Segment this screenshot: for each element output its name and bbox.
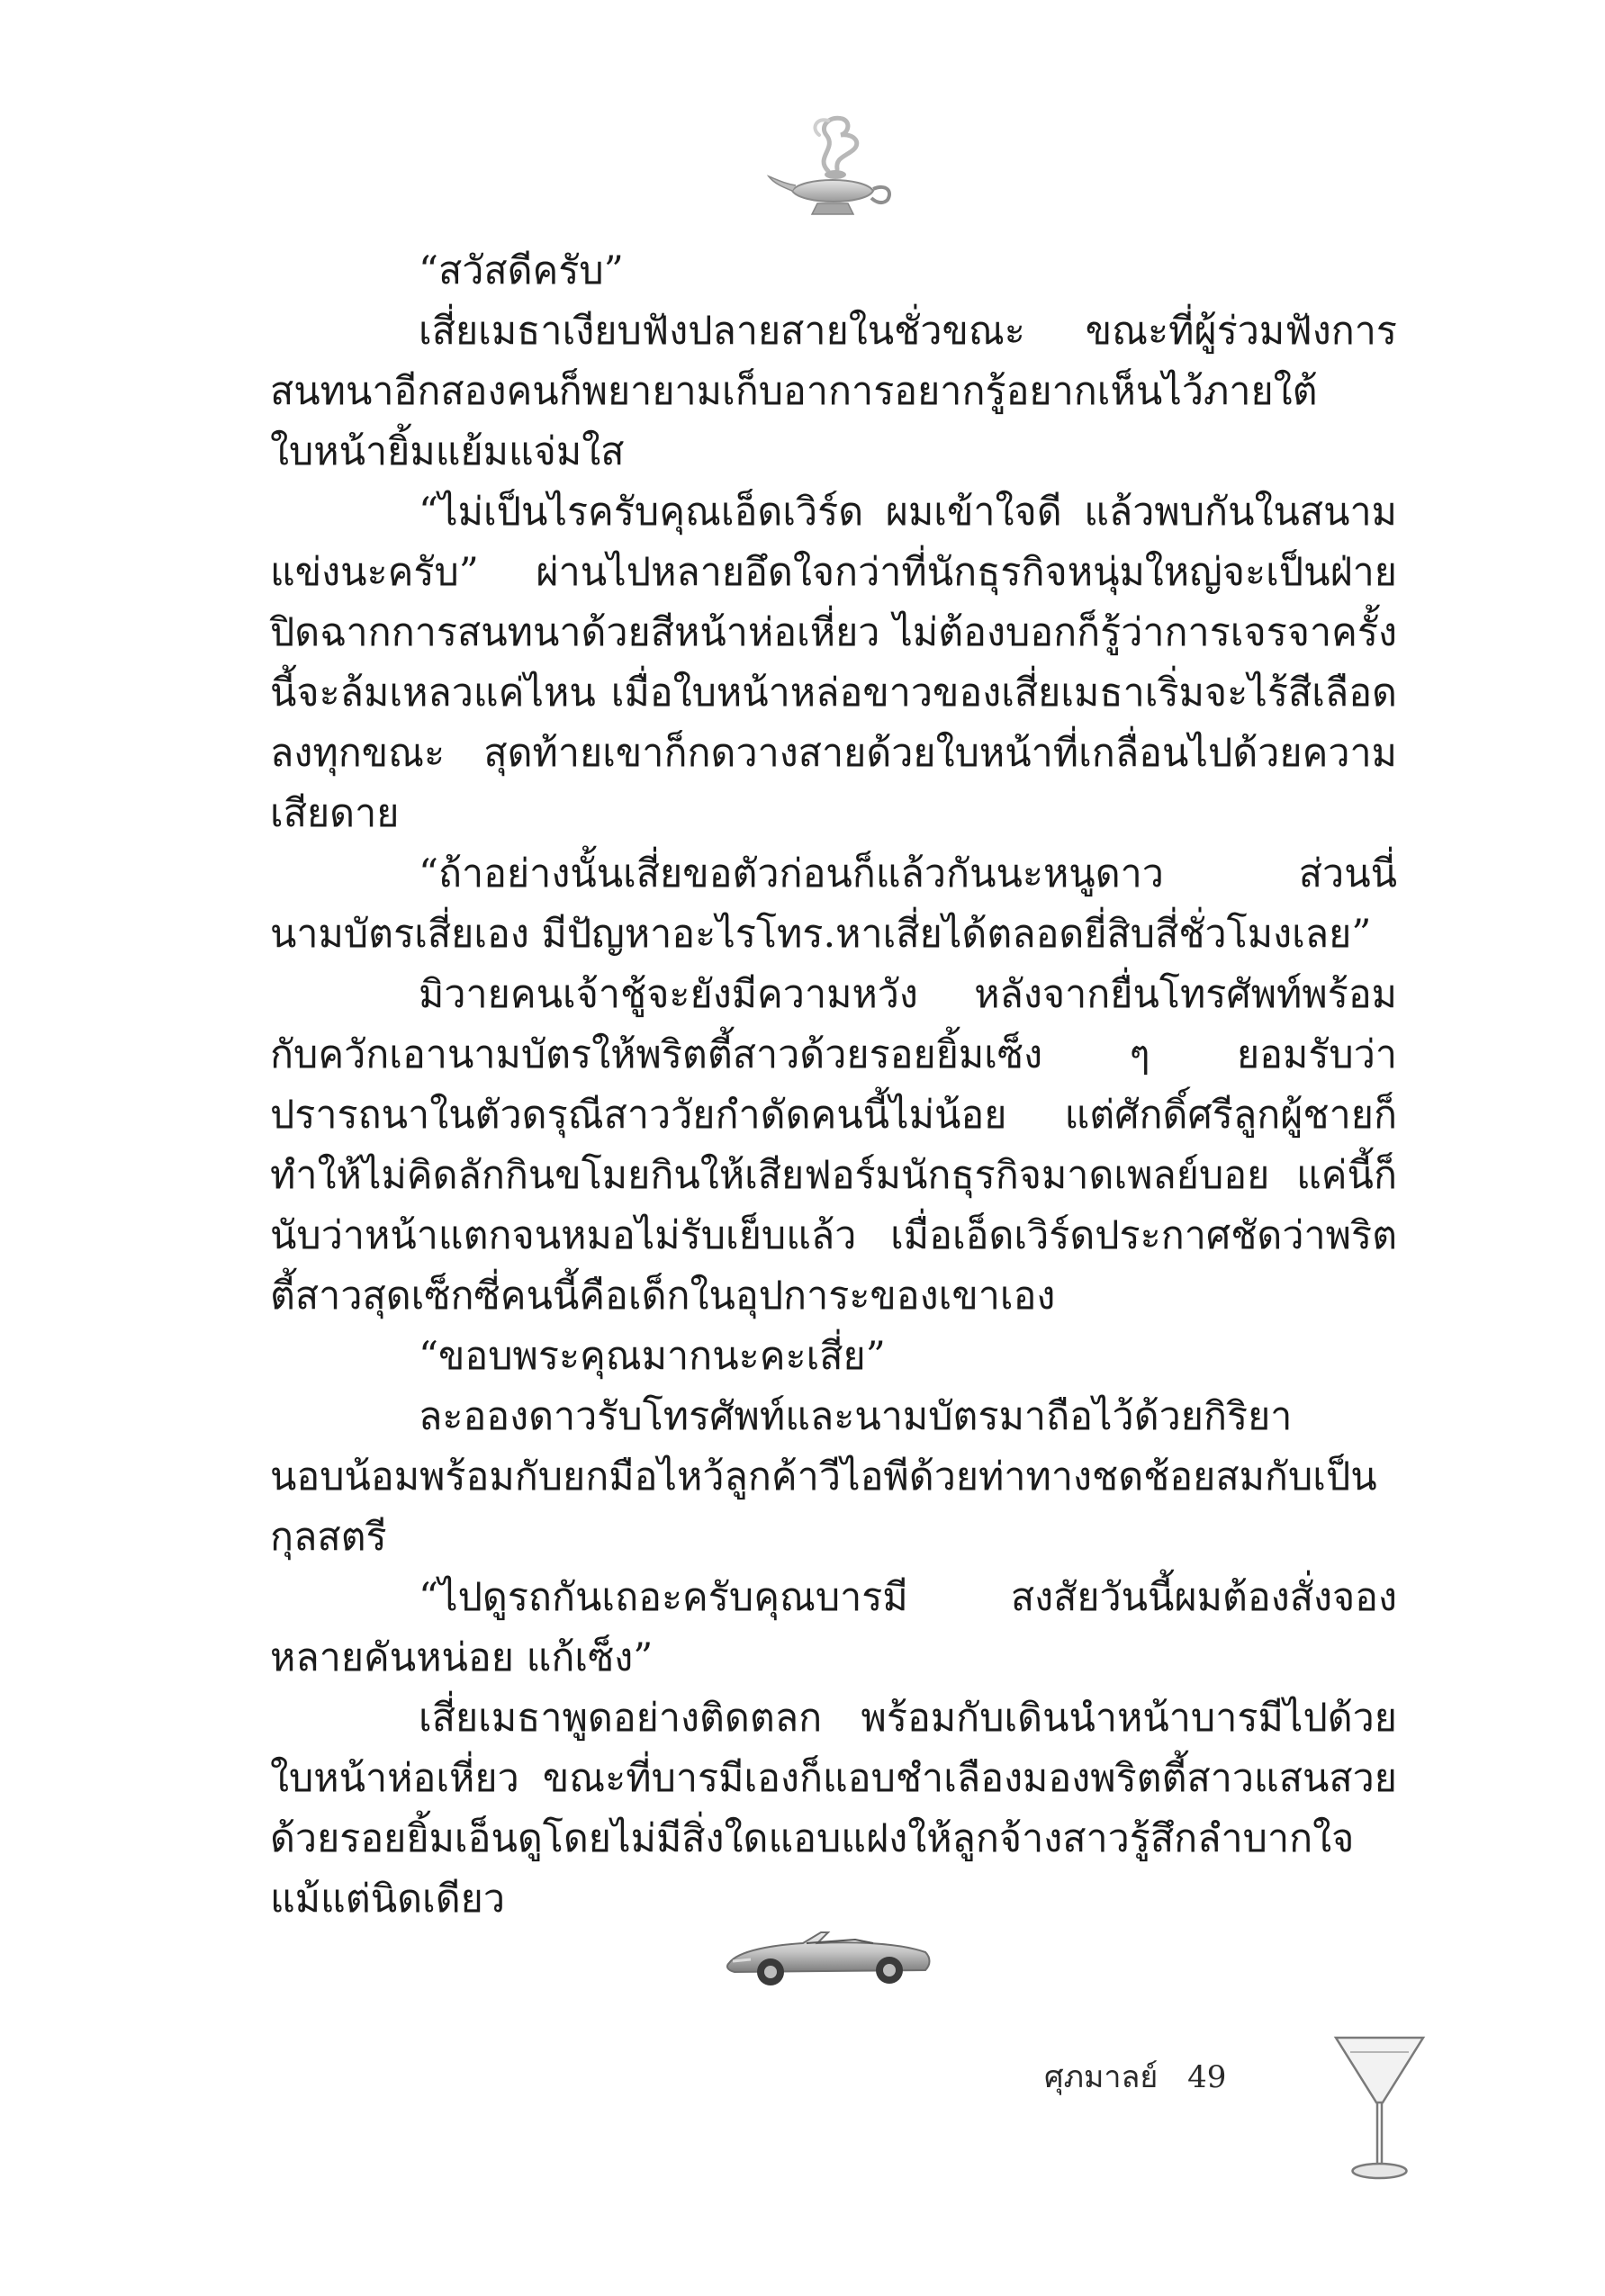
paragraph: “ขอบพระคุณมากนะคะเสี่ย” bbox=[419, 1334, 886, 1379]
paragraph: “ถ้าอย่างนั้นเสี่ยขอตัวก่อนก็แล้วกันนะหนูดาว ส่วนนี่นามบัตรเสี่ยเอง มีปัญหาอะไรโทร.หาเสี่ยได้ตลอดยี่สิบสี่ชั่วโมงเลย” bbox=[270, 851, 1397, 957]
paragraph: มิวายคนเจ้าชู้จะยังมีความหวัง หลังจากยื่นโทรศัพท์พร้อมกับควักเอานามบัตรให้พริตตี้สาวด้วยรอยยิ้มเซ็ง ๆ ยอมรับว่าปรารถนาในตัวดรุณีสาววัยกำดัดคนนี้ไม่น้อย แต่ศักดิ์ศรีลูกผู้ชายก็ทำให้ไม่คิดลักกินขโมยกินให้เสียฟอร์มนักธุรกิจมาดเพลย์บอย แค่นี้ก็นับว่าหน้าแตกจนหมอไม่รับเย็บแล้ว เมื่อเอ็ดเวิร์ดประกาศชัดว่าพริตตี้สาวสุดเซ็กซี่คนนี้คือเด็กในอุปการะของเขาเอง bbox=[270, 972, 1397, 1319]
main-text bbox=[270, 241, 1397, 1930]
page-footer bbox=[1044, 2050, 1226, 2104]
paragraph: ละอองดาวรับโทรศัพท์และนามบัตรมาถือไว้ด้วยกิริยานอบน้อมพร้อมกับยกมือไหว้ลูกค้าวีไอพีด้วยท่าทางชดช้อยสมกับเป็นกุลสตรี bbox=[270, 1394, 1377, 1560]
author-name: ศุภมาลย์ bbox=[1044, 2059, 1159, 2095]
paragraph: เสี่ยเมธาพูดอย่างติดตลก พร้อมกับเดินนำหน้าบารมีไปด้วยใบหน้าห่อเหี่ยว ขณะที่บารมีเองก็แอบชำเลืองมองพริตตี้สาวแสนสวยด้วยรอยยิ้มเอ็นดูโดยไม่มีสิ่งใดแอบแฝงให้ลูกจ้างสาวรู้สึกลำบากใจแม้แต่นิดเดียว bbox=[270, 1696, 1397, 1922]
paragraph: “ไม่เป็นไรครับคุณเอ็ดเวิร์ด ผมเข้าใจดี แล้วพบกันในสนามแข่งนะครับ” ผ่านไปหลายอึดใจกว่าที่นักธุรกิจหนุ่มใหญ่จะเป็นฝ่ายปิดฉากการสนทนาด้วยสีหน้าห่อเหี่ยว ไม่ต้องบอกก็รู้ว่าการเจรจาครั้งนี้จะล้มเหลวแค่ไหน เมื่อใบหน้าหล่อขาวของเสี่ยเมธาเริ่มจะไร้สีเลือดลงทุกขณะ สุดท้ายเขาก็กดวางสายด้วยใบหน้าที่เกลื่อนไปด้วยความเสียดาย bbox=[270, 490, 1397, 836]
paragraph: เสี่ยเมธาเงียบฟังปลายสายในชั่วขณะ ขณะที่ผู้ร่วมฟังการสนทนาอีกสองคนก็พยายามเก็บอาการอยากรู้อยากเห็นไว้ภายใต้ใบหน้ายิ้มแย้มแจ่มใส bbox=[270, 309, 1397, 474]
genie-lamp-icon bbox=[765, 108, 900, 225]
page-number: 49 bbox=[1187, 2059, 1227, 2095]
paragraph: “ไปดูรถกันเถอะครับคุณบารมี สงสัยวันนี้ผมต้องสั่งจองหลายคันหน่อย แก้เซ็ง” bbox=[270, 1575, 1397, 1680]
paragraph: “สวัสดีครับ” bbox=[419, 248, 624, 293]
convertible-car-icon bbox=[720, 1913, 936, 1994]
martini-glass-icon bbox=[1332, 2032, 1427, 2185]
